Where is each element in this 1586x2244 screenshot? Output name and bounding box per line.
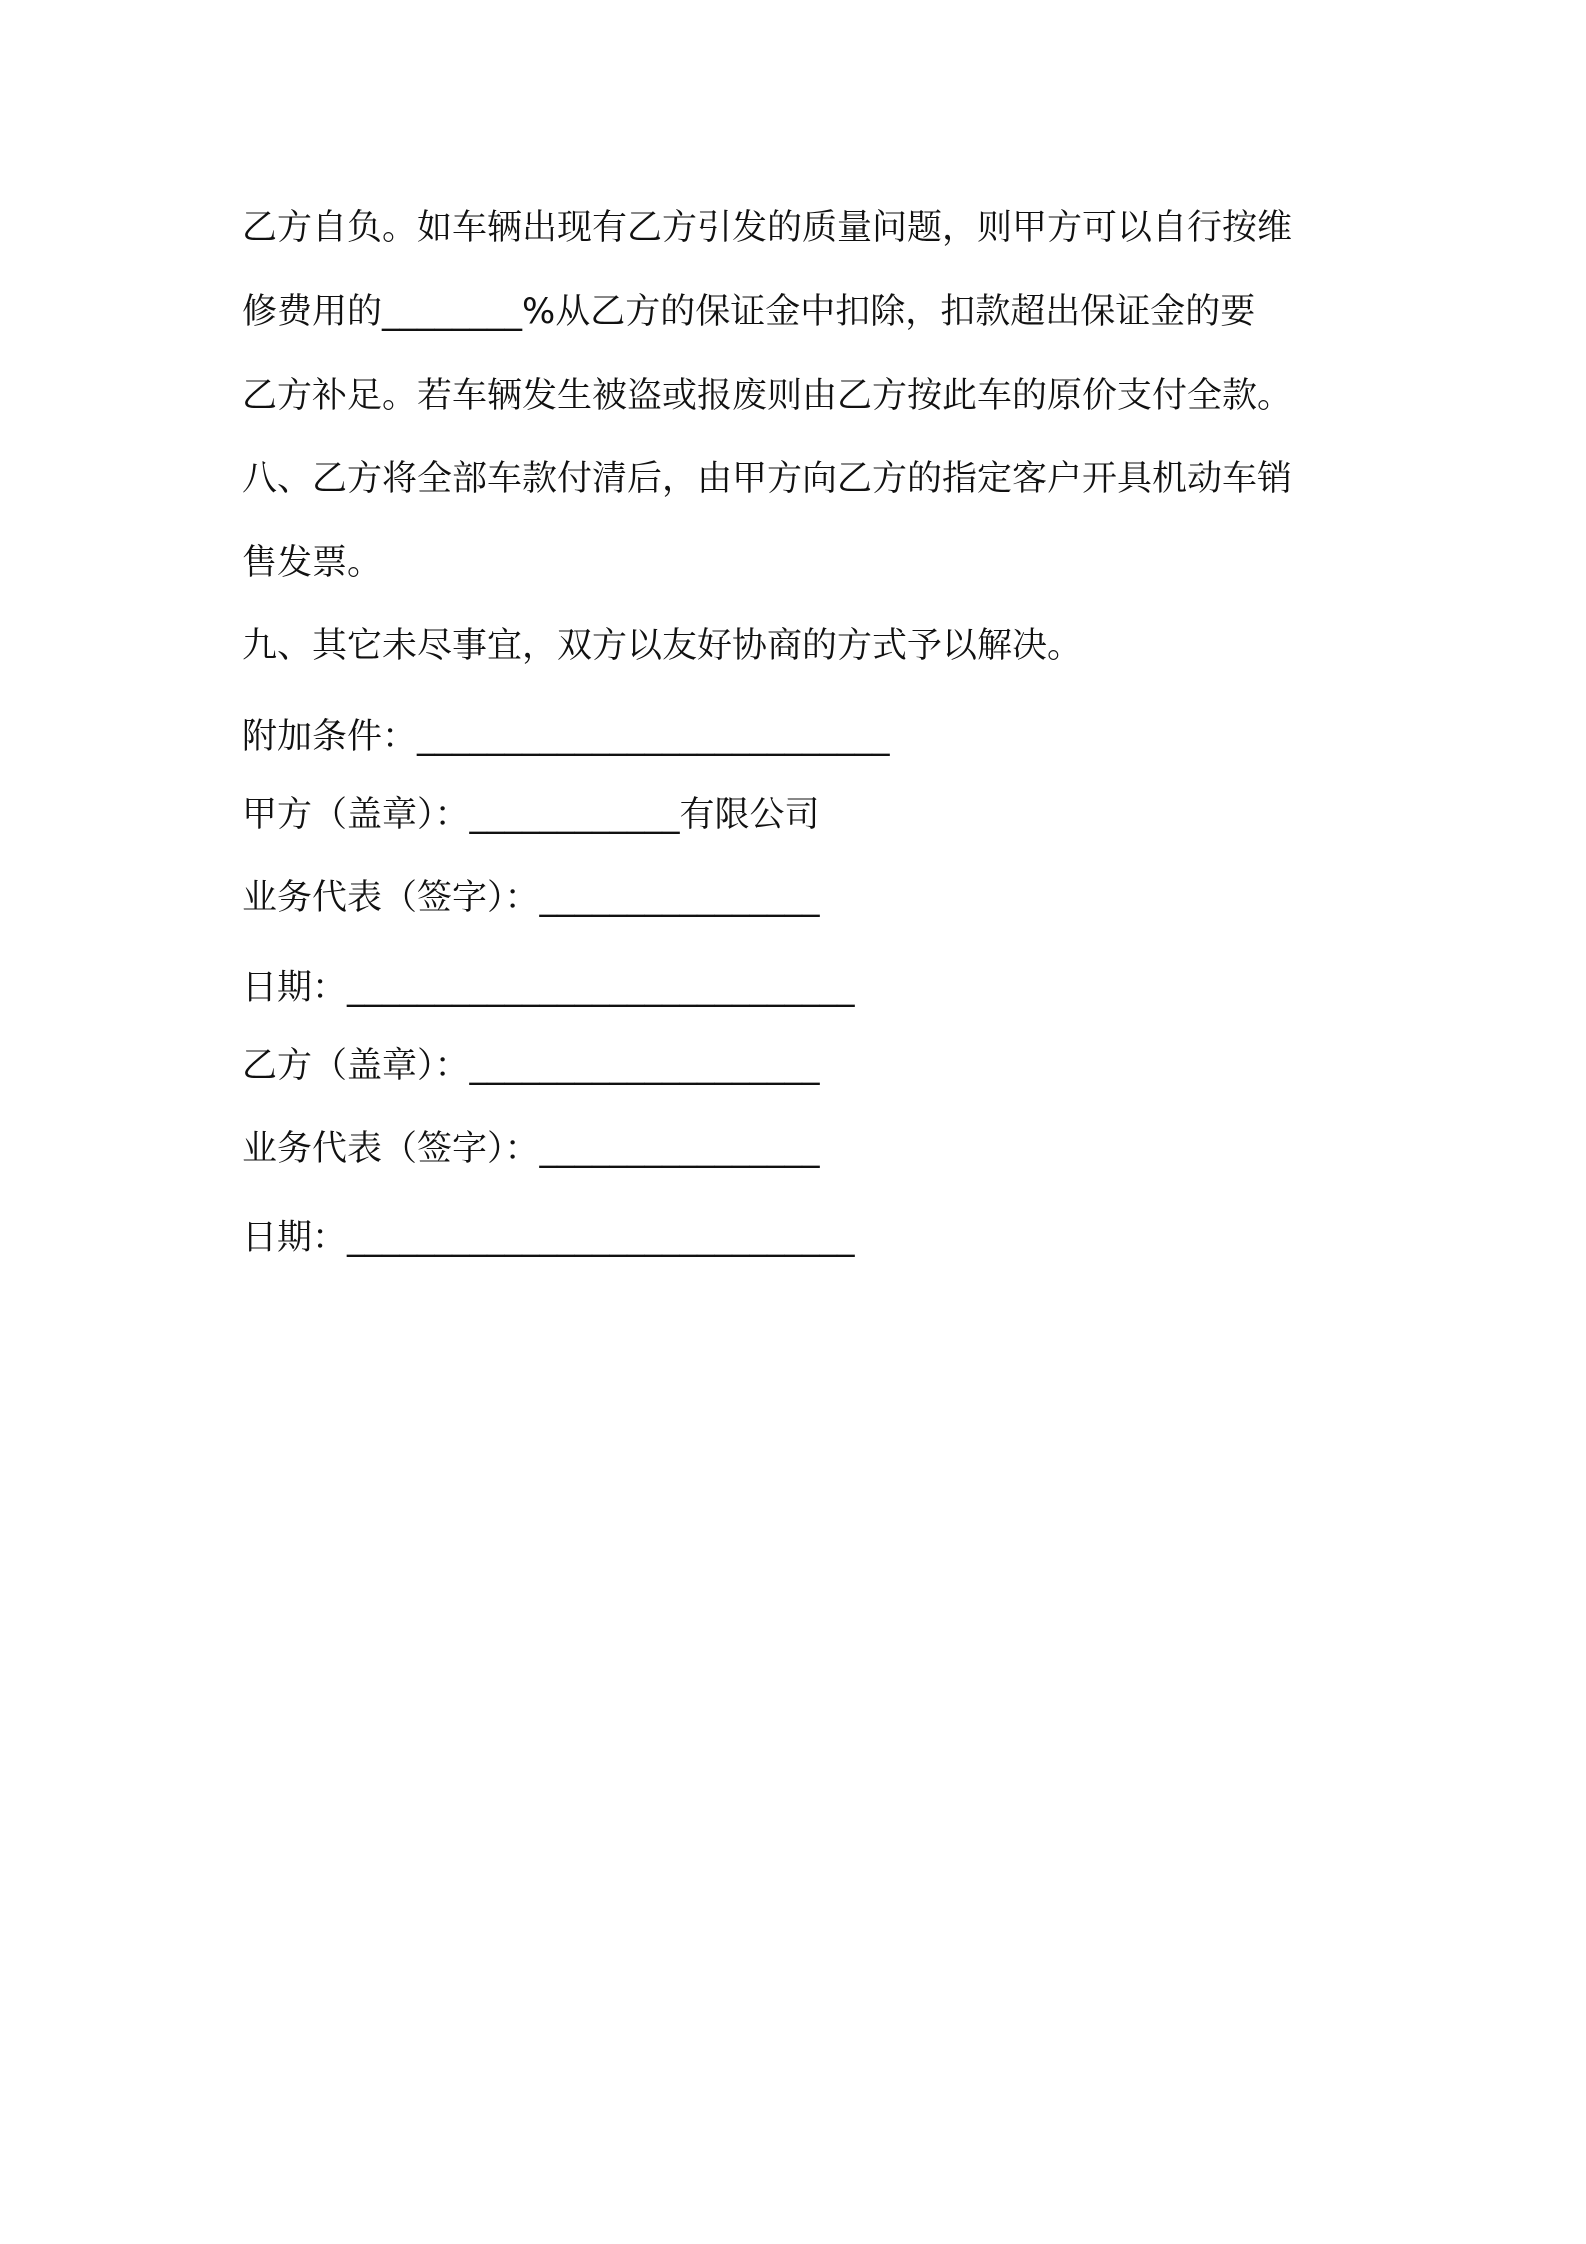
clause-9: 九、其它未尽事宜，双方以友好协商的方式予以解决。 (242, 626, 1083, 666)
additional-terms-field: 附加条件：___________________________ (242, 717, 890, 757)
paragraph-line-1: 乙方自负。如车辆出现有乙方引发的质量问题，则甲方可以自行按维 (242, 208, 1293, 248)
party-a-date-field: 日期：_____________________________ (242, 968, 855, 1008)
party-b-seal-field: 乙方（盖章）：____________________ (242, 1046, 820, 1086)
party-a-representative-field: 业务代表（签字）：________________ (242, 878, 820, 918)
party-b-date-field: 日期：_____________________________ (242, 1218, 855, 1258)
clause-8-line-1: 八、乙方将全部车款付清后，由甲方向乙方的指定客户开具机动车销 (242, 459, 1293, 499)
party-b-representative-field: 业务代表（签字）：________________ (242, 1129, 820, 1169)
paragraph-line-3: 乙方补足。若车辆发生被盗或报废则由乙方按此车的原价支付全款。 (242, 376, 1293, 416)
clause-8-line-2: 售发票。 (242, 543, 383, 583)
party-a-seal-field: 甲方（盖章）：____________有限公司 (242, 795, 820, 835)
paragraph-line-2: 修费用的________%从乙方的保证金中扣除，扣款超出保证金的要 (242, 292, 1256, 332)
